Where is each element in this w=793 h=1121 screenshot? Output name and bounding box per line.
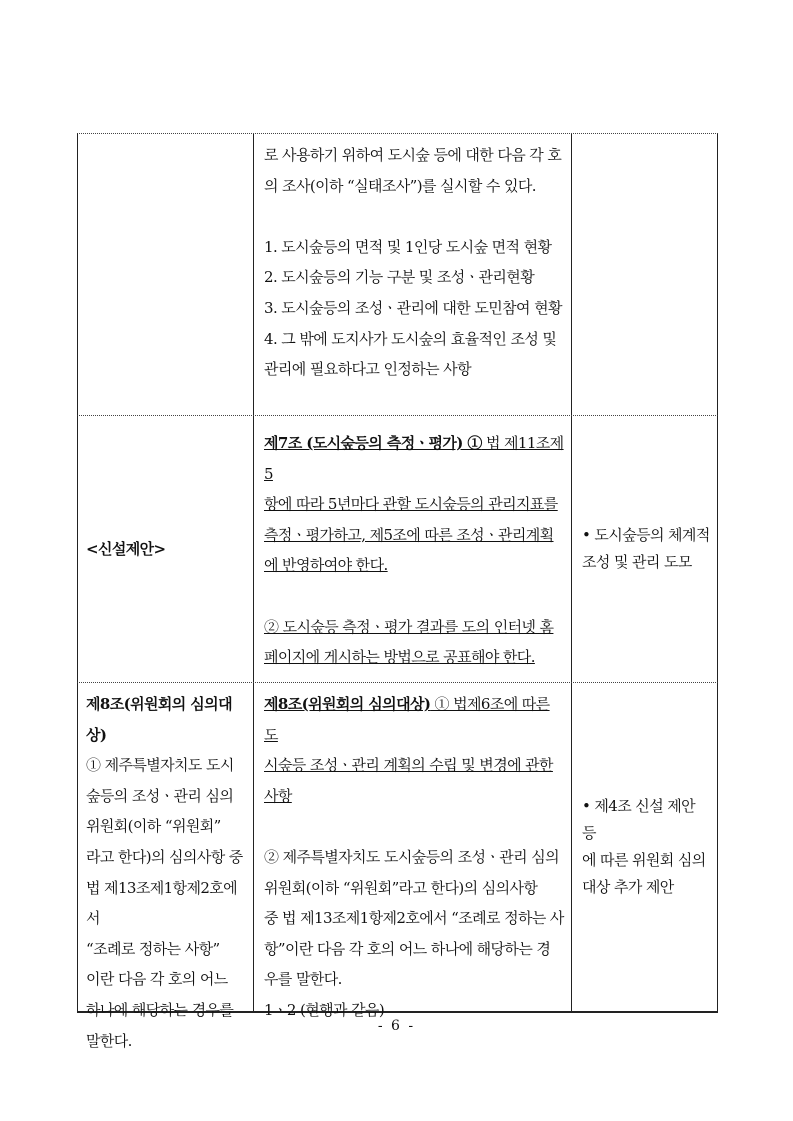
text-line: 페이지에 게시하는 방법으로 공표해야 한다. bbox=[264, 648, 535, 667]
reason-cell bbox=[572, 134, 717, 415]
comparison-table bbox=[77, 133, 718, 1050]
text-line: 중 법 제13조제1항제2호에서 “조례로 정하는 사 bbox=[264, 909, 564, 928]
reason-line: 에 따른 위원회 심의 bbox=[582, 851, 706, 869]
list-item: 관리에 필요하다고 인정하는 사항 bbox=[264, 360, 471, 379]
text-line: 우를 말한다. bbox=[264, 970, 342, 989]
reason-line: 조성 및 관리 도모 bbox=[582, 553, 692, 571]
article-title: 제8조(위원회의 심의대상) bbox=[86, 695, 232, 744]
page-number: - 6 - bbox=[377, 1018, 416, 1034]
current-text-cell bbox=[78, 416, 254, 682]
reason-cell bbox=[572, 416, 717, 682]
new-proposal-label: <신설제안> bbox=[86, 539, 166, 558]
text-line: 항에 따라 5년마다 관할 도시숲등의 관리지표를 bbox=[264, 495, 558, 514]
current-text-cell bbox=[78, 683, 254, 1050]
table-row bbox=[77, 682, 718, 1050]
text-line: 로 사용하기 위하여 도시숲 등에 대한 다음 각 호 bbox=[264, 146, 562, 164]
list-item: 2. 도시숲등의 기능 구분 및 조성ㆍ관리현황 bbox=[264, 268, 535, 287]
article-title: 제8조(위원회의 심의대상) bbox=[264, 695, 431, 713]
proposed-text-cell bbox=[254, 134, 572, 415]
text-line: 시숲등 조성ㆍ관리 계획의 수립 및 변경에 관한 bbox=[264, 756, 553, 775]
list-item: 3. 도시숲등의 조성ㆍ관리에 대한 도민참여 현황 bbox=[264, 298, 562, 317]
text-line: 측정ㆍ평가하고, 제5조에 따른 조성ㆍ관리계획 bbox=[264, 525, 554, 544]
text-line: 사항 bbox=[264, 786, 292, 805]
reason-line: • 도시숲등의 체계적 bbox=[582, 526, 710, 544]
current-text-cell bbox=[78, 134, 254, 415]
text-line: 위원회(이하 “위원회” bbox=[86, 817, 221, 836]
proposed-text-cell bbox=[254, 683, 572, 1019]
list-item: 4. 그 밖에 도지사가 도시숲의 효율적인 조성 및 bbox=[264, 329, 557, 348]
reason-cell bbox=[572, 683, 717, 1011]
list-item: 1. 도시숲등의 면적 및 1인당 도시숲 면적 현황 bbox=[264, 237, 552, 256]
table-row bbox=[77, 415, 718, 682]
table-row bbox=[77, 133, 718, 415]
text-line: 1ㆍ2 (현행과 같음) bbox=[264, 1000, 385, 1019]
text-line: 말한다. bbox=[86, 1031, 132, 1050]
article-title: 제7조 (도시숲등의 측정ㆍ평가) ① bbox=[264, 434, 482, 452]
text-line: 법 제13조제1항제2호에서 bbox=[86, 878, 238, 928]
proposed-text-cell bbox=[254, 416, 572, 682]
text-line: 항”이란 다음 각 호의 어느 하나에 해당하는 경 bbox=[264, 939, 551, 958]
text-line: 하나에 해당하는 경우를 bbox=[86, 1000, 234, 1019]
article-text: 법 제11조제5 bbox=[264, 434, 564, 483]
text-line: 에 반영하여야 한다. bbox=[264, 556, 388, 575]
text-line: 이란 다음 각 호의 어느 bbox=[86, 970, 228, 989]
text-line: ② 도시숲등 측정ㆍ평가 결과를 도의 인터넷 홈 bbox=[264, 617, 554, 636]
text-line: 위원회(이하 “위원회”라고 한다)의 심의사항 bbox=[264, 878, 538, 897]
text-line: “조례로 정하는 사항” bbox=[86, 939, 220, 958]
text-line: 숲등의 조성ㆍ관리 심의 bbox=[86, 786, 234, 805]
reason-line: • 제4조 신설 제안 등 bbox=[582, 797, 696, 842]
text-line: ① 제주특별자치도 도시 bbox=[86, 756, 234, 775]
text-line: 라고 한다)의 심의사항 중 bbox=[86, 847, 243, 866]
article-text: ① 법제6조에 따른 도 bbox=[264, 695, 550, 744]
reason-line: 대상 추가 제안 bbox=[582, 878, 674, 896]
text-line: ② 제주특별자치도 도시숲등의 조성ㆍ관리 심의 bbox=[264, 847, 559, 866]
text-line bbox=[264, 428, 565, 489]
text-line bbox=[264, 689, 565, 750]
text-line: 의 조사(이하 “실태조사”)를 실시할 수 있다. bbox=[264, 176, 536, 195]
